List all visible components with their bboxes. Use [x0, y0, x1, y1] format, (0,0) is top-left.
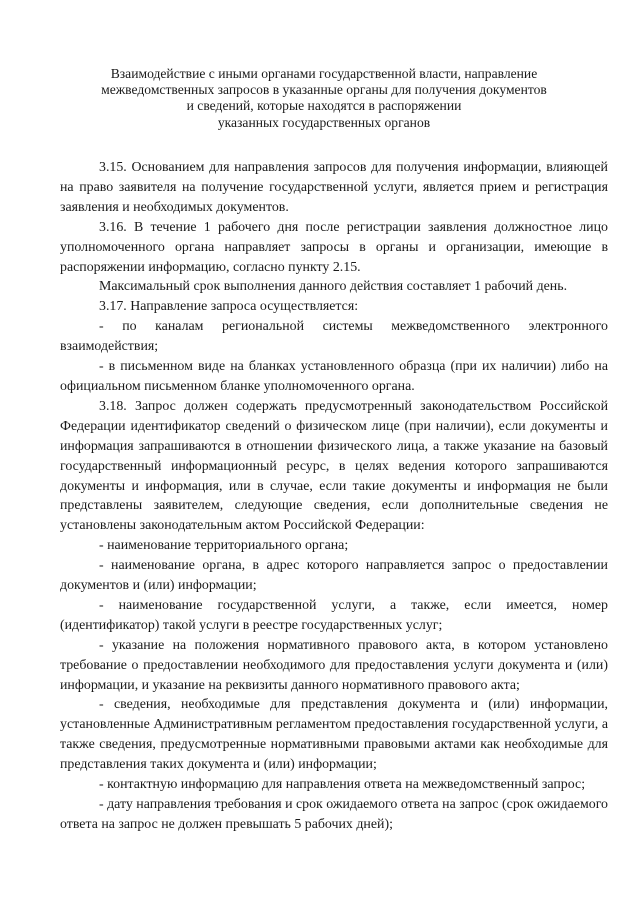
section-heading: [60, 66, 588, 131]
paragraph-3-15: 3.15. Основанием для направления запросов для получения информации, влияющей на право заявителя на получение государственной услуги, является прием и регистрация заявления и необходимых документов.: [60, 160, 608, 215]
heading-line: и сведений, которые находятся в распоряжении: [186, 98, 462, 114]
heading-line: Взаимодействие с иными органами государственной власти, направление: [110, 66, 538, 81]
list-item: - наименование государственной услуги, а также, если имеется, номер (идентификатор) такой услуги в реестре государственных услуг;: [60, 597, 608, 633]
list-item: - наименование территориального органа;: [99, 538, 349, 554]
list-item: - по каналам региональной системы межведомственного электронного взаимодействия;: [60, 319, 608, 355]
list-item: - указание на положения нормативного правового акта, в котором установлено требование о предоставлении необходимого для предоставления услуги документа и (или) информации, и указание на реквизиты данного нормативного правового акта;: [60, 637, 608, 693]
paragraph-max-term: Максимальный срок выполнения данного действия составляет 1 рабочий день.: [99, 279, 568, 295]
list-item: - дату направления требования и срок ожидаемого ответа на запрос (срок ожидаемого ответа на запрос не должен превышать 5 рабочих дней);: [60, 797, 608, 832]
paragraph-3-18: 3.18. Запрос должен содержать предусмотренный законодательством Российской Федерации идентификатор сведений о физическом лице (при наличии), если документы и информация запрашиваются в отношении физического лица, а также указание на базовый государственный информационный ресурс, в целях ведения которого запрашиваются документы и информация, или в случае, если такие документы и информация не были представлены заявителем, следующие сведения, если дополнительные сведения не установлены законодательным актом Российской Федерации:: [60, 398, 608, 534]
list-item: - в письменном виде на бланках установленного образца (при их наличии) либо на официальном письменном бланке уполномоченного органа.: [60, 359, 608, 394]
list-item: - сведения, необходимые для представления документа и (или) информации, установленные Административным регламентом предоставления государственной услуги, а также сведения, предусмотренные нормативными правовыми актами как необходимые для представления таких документа и (или) информации;: [60, 697, 608, 773]
list-item: - наименование органа, в адрес которого направляется запрос о предоставлении документов и (или) информации;: [60, 558, 608, 594]
list-item: - контактную информацию для направления ответа на межведомственный запрос;: [99, 777, 586, 793]
heading-line: указанных государственных органов: [217, 114, 431, 130]
document-body: [60, 158, 608, 835]
paragraph-3-16: 3.16. В течение 1 рабочего дня после регистрации заявления должностное лицо уполномоченного органа направляет запросы в органы и организации, имеющие в распоряжении информацию, согласно пункту 2.15.: [60, 219, 608, 275]
heading-line: межведомственных запросов в указанные органы для получения документов: [101, 82, 547, 98]
paragraph-3-17: 3.17. Направление запроса осуществляется:: [99, 299, 359, 315]
